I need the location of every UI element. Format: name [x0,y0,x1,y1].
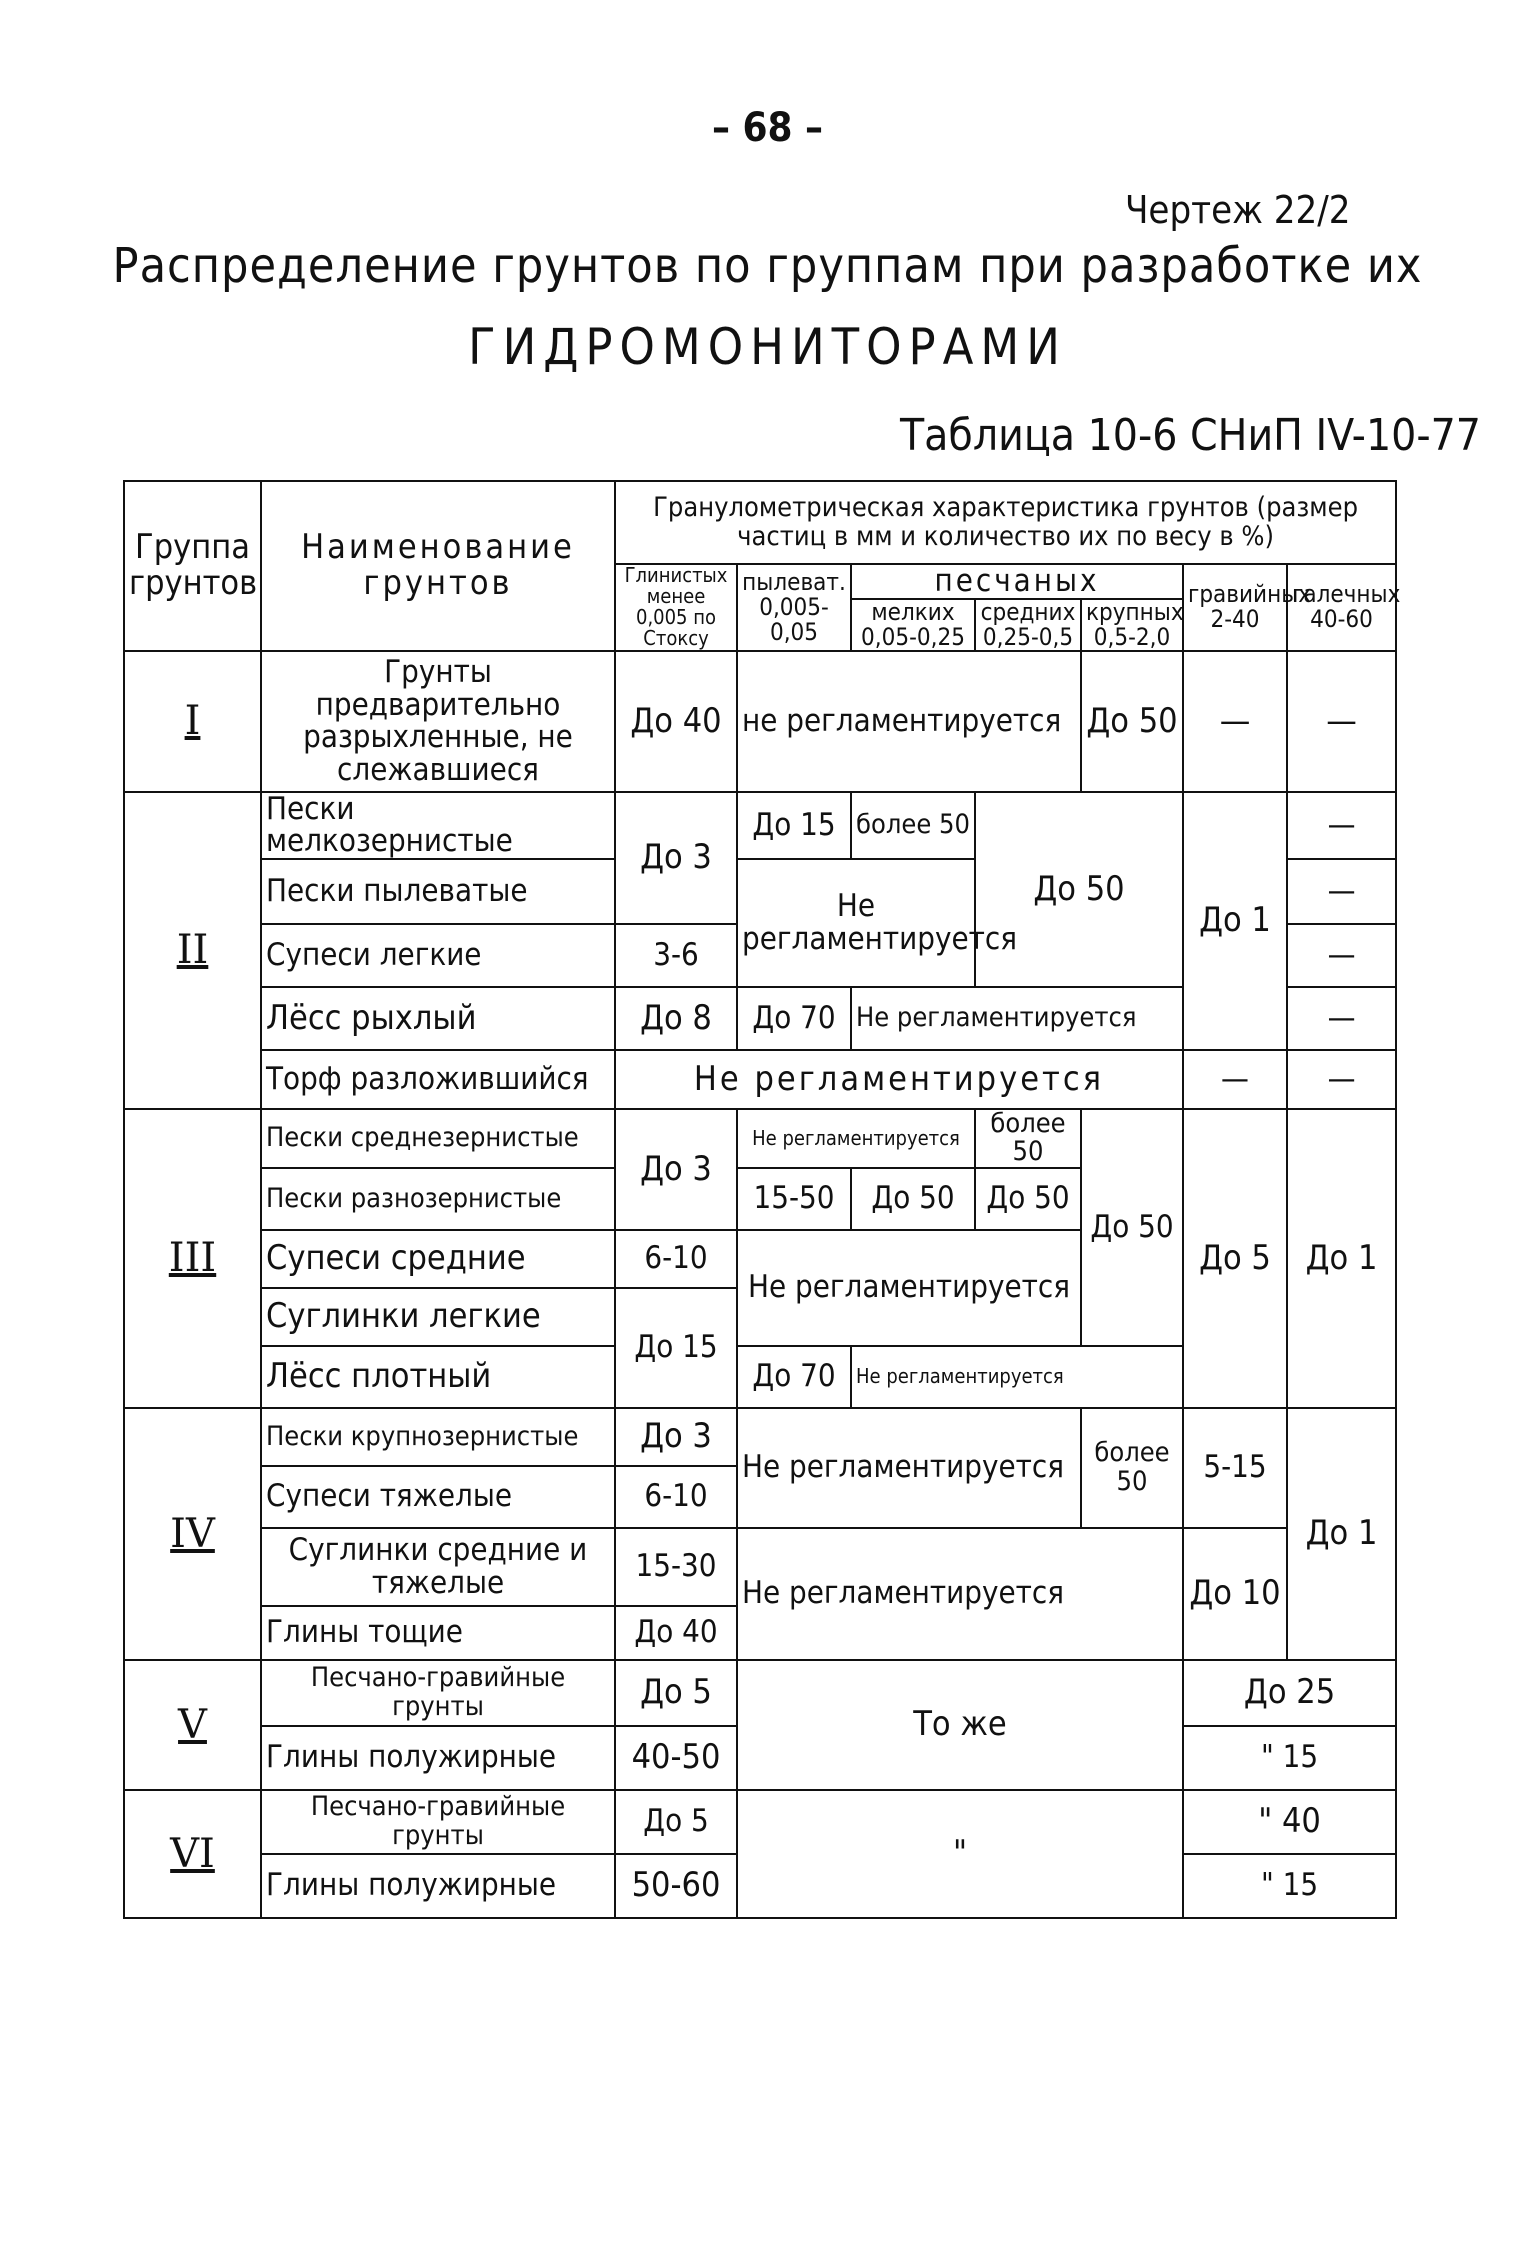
clay-value: 15-30 [615,1528,737,1606]
pebble-value: До 1 [1287,1109,1396,1408]
soil-name: Пески мелкозернистые [261,792,615,859]
gravel-value: До 5 [1183,1109,1287,1408]
soil-name: Пески крупнозернистые [261,1408,615,1466]
fine-value: До 50 [851,1168,975,1230]
header-gravel: гравийных 2-40 [1183,564,1287,651]
silt-fine-value: Не регламентируется [737,1109,975,1168]
soil-name: Супеси легкие [261,924,615,987]
clay-value: 40-50 [615,1726,737,1790]
header-pebble: галечных 40-60 [1287,564,1396,651]
pebble-value: До 1 [1287,1408,1396,1660]
soil-name: Супеси средние [261,1230,615,1288]
header-name: Наименование грунтов [261,481,615,651]
group-numeral: I [124,651,261,792]
clay-value: До 40 [615,1606,737,1660]
table-reference: Таблица 10-6 СНиП IV-10-77 [900,410,1481,461]
header-sandy: песчаных [851,564,1183,599]
clay-value: До 3 [615,1109,737,1230]
page-subtitle: ГИДРОМОНИТОРАМИ [468,318,1067,376]
silt-fine-value: Не регламентируется [737,859,975,987]
drawing-reference: Чертеж 22/2 [1125,188,1351,232]
clay-value: До 40 [615,651,737,792]
medium-value: более 50 [975,1109,1081,1168]
soil-name: Торф разложившийся [261,1050,615,1109]
coarse-value: более 50 [1081,1408,1183,1528]
rest-value: Не регламентируется [737,1230,1081,1346]
soil-name: Пески разнозернистые [261,1168,615,1230]
silt-value: До 70 [737,987,851,1050]
pebble-value: — [1287,924,1396,987]
clay-value: До 15 [615,1288,737,1408]
silt-value: До 70 [737,1346,851,1408]
soil-name: Песчано-гравийные грунты [261,1660,615,1726]
rest-value: " [737,1790,1183,1918]
fine-value: более 50 [851,792,975,859]
soil-name: Глины полужирные [261,1854,615,1918]
coarse-value: До 50 [1081,651,1183,792]
rest-value: Не регламентируется [851,1346,1183,1408]
page-title: Распределение грунтов по группам при разработке их [112,238,1423,294]
soil-groups-table [123,480,1401,1919]
header-fine: мелких 0,05-0,25 [851,599,975,651]
gravel-value: До 1 [1183,792,1287,1050]
soil-name: Суглинки легкие [261,1288,615,1346]
pebble-value: — [1287,792,1396,859]
gravel-value: 5-15 [1183,1408,1287,1528]
header-clay: Глинистых менее 0,005 по Стоксу [615,564,737,651]
soil-name: Глины полужирные [261,1726,615,1790]
gravel-pebble-value: " 15 [1183,1726,1396,1790]
clay-value: 50-60 [615,1854,737,1918]
silt-value: До 15 [737,792,851,859]
silt-value: 15-50 [737,1168,851,1230]
gravel-value: До 10 [1183,1528,1287,1660]
rest-value: Не регламентируется [737,1528,1183,1660]
group-numeral: III [124,1109,261,1408]
group-numeral: VI [124,1790,261,1918]
rest-value: Не регламентируется [737,1408,1081,1528]
group-numeral: II [124,792,261,1109]
clay-value: До 3 [615,792,737,924]
gravel-pebble-value: " 15 [1183,1854,1396,1918]
clay-value: 6-10 [615,1230,737,1288]
soil-name: Песчано-гравийные грунты [261,1790,615,1854]
soil-name: Пески среднезернистые [261,1109,615,1168]
pebble-value: — [1287,859,1396,924]
group-numeral: V [124,1660,261,1790]
soil-name: Лёсс рыхлый [261,987,615,1050]
group-numeral: IV [124,1408,261,1660]
clay-value: До 3 [615,1408,737,1466]
gravel-value: — [1183,651,1287,792]
clay-value: 6-10 [615,1466,737,1528]
gravel-pebble-value: " 40 [1183,1790,1396,1854]
header-granulometric: Гранулометрическая характеристика грунтов (размер частиц в мм и количество их по весу в %) [615,481,1396,564]
rest-value: Не регламентируется [851,987,1183,1050]
header-coarse: крупных 0,5-2,0 [1081,599,1183,651]
clay-value: До 8 [615,987,737,1050]
rest-value: То же [737,1660,1183,1790]
medium-coarse-value: До 50 [975,792,1183,987]
silt-fine-medium-value: не регламентируется [737,651,1081,792]
soil-name: Глины тощие [261,1606,615,1660]
soil-name: Лёсс плотный [261,1346,615,1408]
clay-value: 3-6 [615,924,737,987]
clay-value: До 5 [615,1790,737,1854]
soil-name: Пески пылеватые [261,859,615,924]
rest-value: Не регламентируется [615,1050,1183,1109]
header-group: Группа грунтов [124,481,261,651]
gravel-pebble-value: До 25 [1183,1660,1396,1726]
soil-name: Супеси тяжелые [261,1466,615,1528]
gravel-value: — [1183,1050,1287,1109]
soil-name: Суглинки средние и тяжелые [261,1528,615,1606]
medium-value: До 50 [975,1168,1081,1230]
soil-name: Грунты предварительно разрыхленные, не слежавшиеся [261,651,615,792]
clay-value: До 5 [615,1660,737,1726]
header-silt: пылеват. 0,005-0,05 [737,564,851,651]
pebble-value: — [1287,1050,1396,1109]
pebble-value: — [1287,651,1396,792]
page-number: – 68 – [711,105,824,151]
pebble-value: — [1287,987,1396,1050]
coarse-value: До 50 [1081,1109,1183,1346]
header-medium: средних 0,25-0,5 [975,599,1081,651]
